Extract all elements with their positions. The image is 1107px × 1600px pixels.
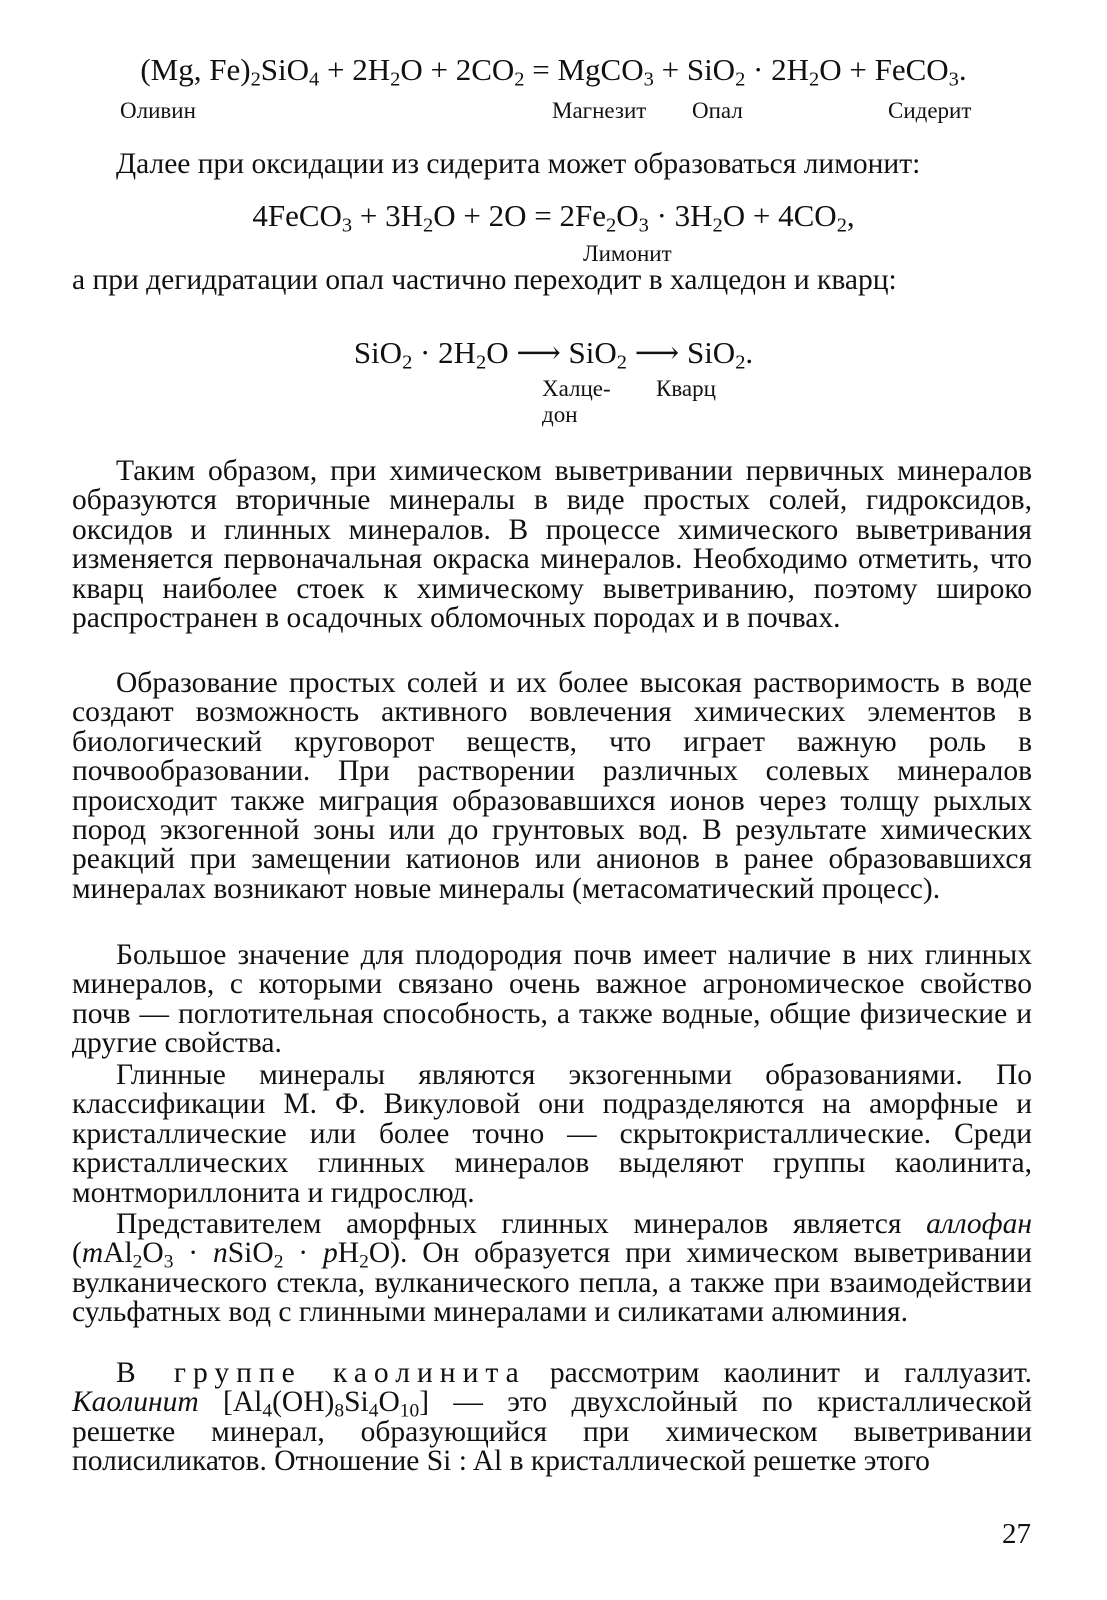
label-opal: Опал [692,98,743,123]
label-chalcedony-1: Халце- [542,376,611,401]
label-magnesite: Магнезит [552,98,647,123]
intro-oxidation: Далее при оксидации из сидерита может образоваться лимонит: [116,148,921,180]
label-olivine: Оливин [120,98,196,123]
term-kaolinite: Каолинит [72,1386,199,1419]
allophane-formula: ($mAl_2O_3$ · nSiO$_2$ · $pH_2O$) [72,1237,400,1273]
label-siderite: Сидерит [888,98,972,123]
page-number: 27 [1002,1518,1031,1550]
kaolinite-formula: $[Al_4(OH)_8Si_4O_{10}]$ [198,1386,430,1422]
limonite-equation: 4FeCO$_3$ + $3H_2O + 2O = 2Fe_2O_3 \cdot 3H_2O + 4CO_2$, [252,198,855,237]
label-quartz: Кварц [656,376,716,401]
label-limonite: Лимонит [583,241,672,266]
silica-dehydration-equation: $SiO_2 \cdot 2H_2O$ ⟶ SiO$_2$ ⟶ SiO$_2$. [353,335,754,374]
paragraph-secondary-minerals: Таким образом, при химическом выветривании первичных минералов образуются вторичные минералы в виде простых солей, гидроксидов, оксидов и глинных минералов. В процессе химического выветривания изменяется первоначальная окраска минералов. Необходимо отметить, что кварц наиболее стоек к химическому выветриванию, поэтому широко распространен в осадочных обломочных породах и в почвах. [72,455,1032,635]
olivine-weathering-equation: (Mg, $Fe)_2SiO_4 + 2H_2O + 2CO_2$ = MgCO$_3$ + $SiO_2 \cdot 2H_2O$ + FeCO$_3$. [140,52,967,91]
spaced-heading-kaolinite-group: В группе каолинита [116,1357,526,1389]
intro-dehydration: а при дегидратации опал частично переходит в халцедон и кварц: [72,264,897,296]
paragraph-simple-salts: Образование простых солей и их более высокая растворимость в воде создают возможность активного вовлечения химических элементов в биологический круговорот веществ, что играет важную роль в почвообразовании. При растворении различных солевых минералов происходит также миграция образовавшихся ионов через толщу рыхлых пород экзогенной зоны или до грунтовых вод. В результате химических реакций при замещении катионов или анионов в ранее образовавшихся минералах возникают новые минералы (метасоматический процесс). [72,667,1032,905]
term-allophane: аллофан [926,1208,1032,1240]
paragraph-kaolinite: В группе каолинита рассмотрим каолинит и галлуазит. Каолинит $[Al_4(OH)_8Si_4O_{10}]$ — это двухслойный по кристаллической решетке минерал, образующийся при химическом выветривании полисиликатов. Отношение Si : Al в кристаллической решетке этого [72,1357,1032,1478]
paragraph-clay-classification: Глинные минералы являются экзогенными образованиями. По классификации М. Ф. Викуловой они подразделяются на аморфные и кристаллические или более точно — скрытокристаллические. Среди кристаллических глинных минералов выделяют группы каолинита, монтмориллонита и гидрослюд. [72,1059,1032,1209]
paragraph-allophane: Представителем аморфных глинных минералов является аллофан ($mAl_2O_3$ · nSiO$_2$ · $pH_2O$). Он образуется при химическом выветривании вулканического стекла, вулканического пепла, а также при взаимодействии сульфатных вод с глинными минералами и силикатами алюминия. [72,1208,1032,1329]
paragraph-clay-minerals-fertility: Большое значение для плодородия почв имеет наличие в них глинных минералов, с которыми связано очень важное агрономическое свойство почв — поглотительная способность, а также водные, общие физические и другие свойства. [72,939,1032,1060]
label-chalcedony-2: дон [542,402,578,427]
